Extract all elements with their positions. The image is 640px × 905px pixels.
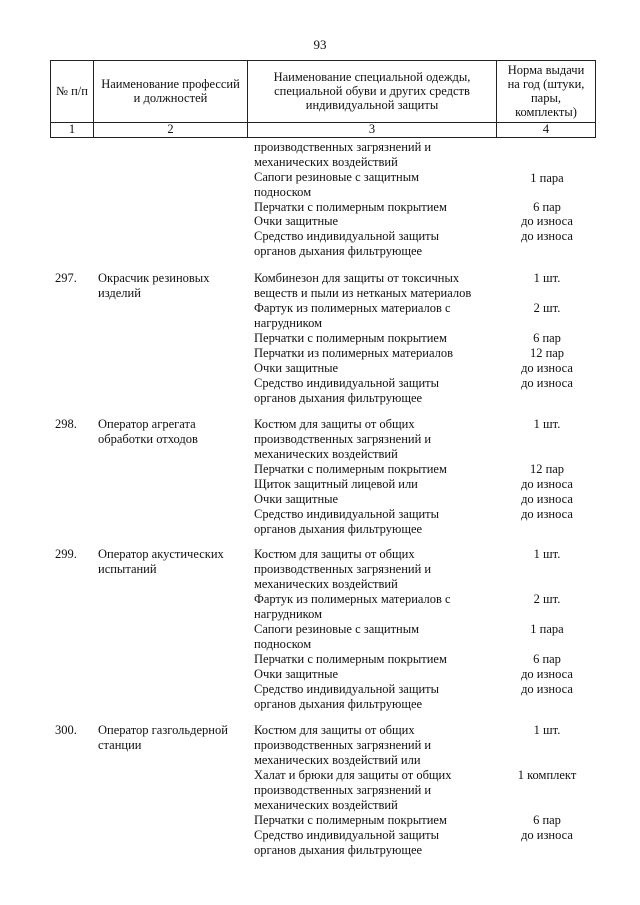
norm-value: 6 пар [533,331,561,345]
norm-value: 6 пар [533,200,561,214]
item-line: Средство индивидуальной защиты [254,229,440,243]
norm-value: до износа [521,477,573,491]
item-line: Сапоги резиновые с защитным [254,622,420,636]
profession-line: станции [98,738,142,752]
item-line: производственных загрязнений и [254,562,432,576]
item-line: нагрудником [254,316,323,330]
norm-value: до износа [521,507,573,521]
item-line: механических воздействий [254,447,398,461]
norm-value: до износа [521,828,573,842]
item-line: механических воздействий [254,155,398,169]
item-line: Средство индивидуальной защиты [254,376,440,390]
item-line: Очки защитные [254,361,339,375]
page-number: 93 [313,37,327,52]
item-line: Средство индивидуальной защиты [254,828,440,842]
header-bottom-border [50,137,596,138]
item-line: Перчатки с полимерным покрытием [254,331,447,345]
profession-line: испытаний [98,562,157,576]
item-line: Очки защитные [254,492,339,506]
item-line: Перчатки с полимерным покрытием [254,813,447,827]
entry-number: 299. [55,547,77,561]
profession-line: Оператор акустических [98,547,224,561]
item-line: Перчатки из полимерных материалов [254,346,454,360]
header-num-4: 4 [542,122,550,136]
item-line: Халат и брюки для защиты от общих [254,768,452,782]
item-line: органов дыхания фильтрующее [254,522,423,536]
item-line: Средство индивидуальной защиты [254,682,440,696]
item-line: Перчатки с полимерным покрытием [254,652,447,666]
item-line: Средство индивидуальной защиты [254,507,440,521]
item-line: нагрудником [254,607,323,621]
item-line: Щиток защитный лицевой или [254,477,418,491]
header-num-1: 1 [68,122,76,136]
item-line: органов дыхания фильтрующее [254,697,423,711]
header-num-3: 3 [368,122,376,136]
header-col-number: № п/п [56,84,88,98]
norm-value: 12 пар [529,346,565,360]
norm-value: до износа [521,361,573,375]
item-line: Костюм для защиты от общих [254,417,415,431]
norm-value: 6 пар [533,813,561,827]
item-line: Очки защитные [254,667,339,681]
item-line: Сапоги резиновые с защитным [254,170,420,184]
item-line: Комбинезон для защиты от токсичных [254,271,460,285]
header-num-2: 2 [167,122,174,136]
norm-value: до износа [521,682,573,696]
norm-value: 1 шт. [533,271,561,285]
profession-line: обработки отходов [98,432,198,446]
item-line: Костюм для защиты от общих [254,547,415,561]
norm-value: до износа [521,229,573,243]
header-divider [595,60,596,138]
header-col-norm: Норма выдачи на год (штуки, пары, комплекты) [507,63,585,119]
norm-value: до износа [521,492,573,506]
item-line: Фартук из полимерных материалов с [254,301,451,315]
item-line: Фартук из полимерных материалов с [254,592,451,606]
norm-value: до износа [521,214,573,228]
profession-line: Оператор газгольдерной [98,723,228,737]
table-header [50,60,596,138]
norm-value: 2 шт. [533,301,561,315]
norm-value: 1 шт. [533,547,561,561]
norm-value: до износа [521,667,573,681]
item-line: подноском [254,185,312,199]
item-line: веществ и пыли из нетканых материалов [254,286,472,300]
item-line: Перчатки с полимерным покрытием [254,200,447,214]
norm-value: 1 пара [530,171,564,185]
profession-line: Окрасчик резиновых [98,271,210,285]
header-col-profession: Наименование профессий и должностей [101,77,240,105]
entry-number: 297. [55,271,77,285]
header-col-item: Наименование специальной одежды, специальной обуви и других средств индивидуальной защиты [273,70,471,112]
profession-line: изделий [98,286,141,300]
item-line: механических воздействий [254,577,398,591]
item-line: Костюм для защиты от общих [254,723,415,737]
norm-value: 2 шт. [533,592,561,606]
item-line: механических воздействий или [254,753,421,767]
item-line: органов дыхания фильтрующее [254,391,423,405]
item-line: производственных загрязнений и [254,783,432,797]
item-line: механических воздействий [254,798,398,812]
norm-value: 1 шт. [533,417,561,431]
item-line: производственных загрязнений и [254,432,432,446]
item-line: Очки защитные [254,214,339,228]
entry-number: 300. [55,723,77,737]
norm-value: 6 пар [533,652,561,666]
item-line: подноском [254,637,312,651]
item-line: органов дыхания фильтрующее [254,843,423,857]
item-line: Перчатки с полимерным покрытием [254,462,447,476]
norm-value: 1 шт. [533,723,561,737]
item-line: органов дыхания фильтрующее [254,244,423,258]
norm-value: до износа [521,376,573,390]
item-line: производственных загрязнений и [254,738,432,752]
norm-value: 1 комплект [517,768,577,782]
norm-value: 1 пара [530,622,564,636]
profession-line: Оператор агрегата [98,417,196,431]
entry-number: 298. [55,417,77,431]
norm-value: 12 пар [529,462,565,476]
item-line: производственных загрязнений и [254,140,432,154]
